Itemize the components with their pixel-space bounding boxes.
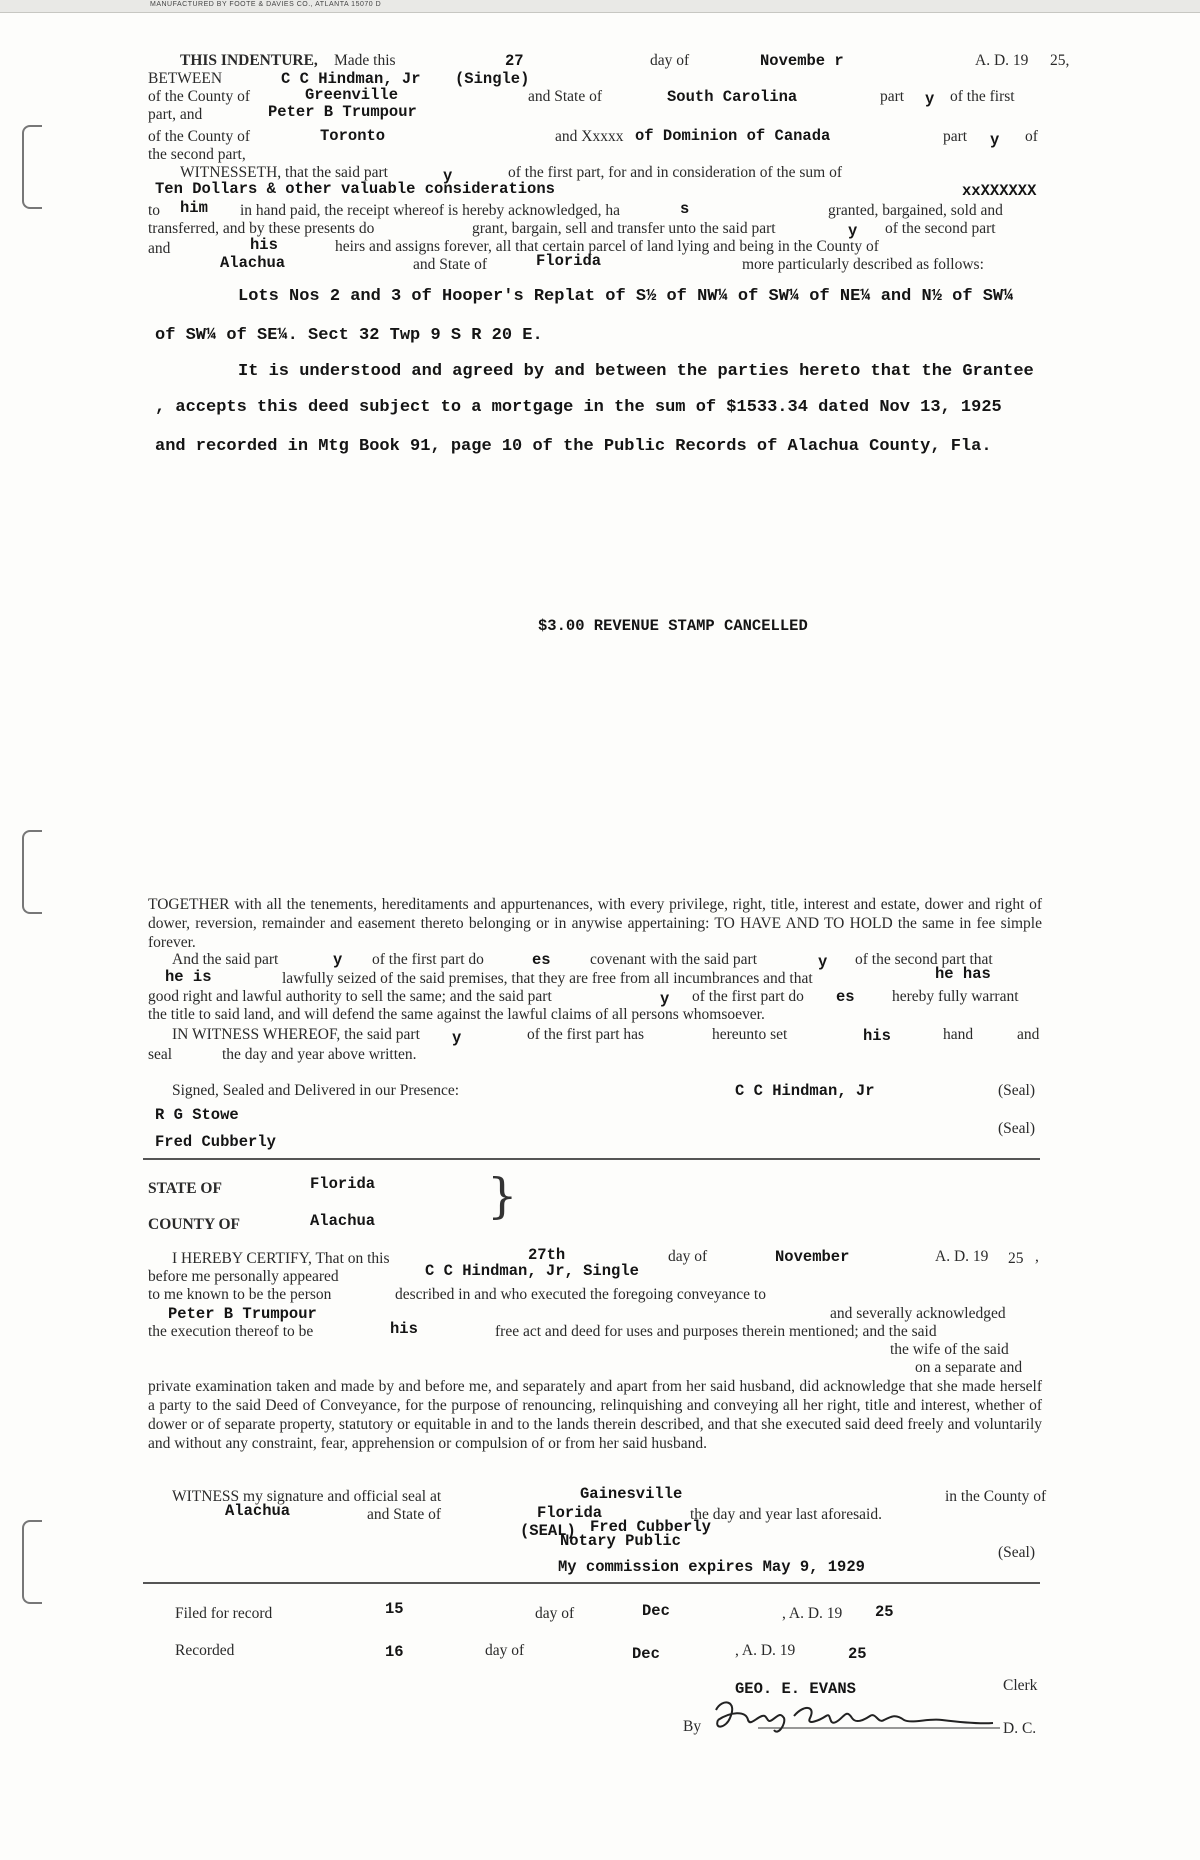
filed-month: Dec xyxy=(642,1602,670,1620)
ack-day-of: day of xyxy=(668,1248,708,1265)
covenant-d: of the second part that xyxy=(855,951,993,968)
of-label: of xyxy=(1025,128,1038,145)
of-county-label: of the County of xyxy=(148,88,251,105)
and-state-struck: and Xxxxx xyxy=(555,128,624,145)
heirs-whose: his xyxy=(250,236,278,254)
party-label-2: part xyxy=(943,128,968,145)
covenant-y2: y xyxy=(818,953,828,971)
covenant-es: es xyxy=(532,951,551,969)
party-label: part xyxy=(880,88,905,105)
seal-rest: the day and year above written. xyxy=(222,1046,417,1063)
state-label: STATE OF xyxy=(148,1180,222,1197)
witness-sig-label: WITNESS my signature and official seal at xyxy=(172,1488,442,1505)
grant-line: grant, bargain, sell and transfer unto the said part xyxy=(472,220,776,237)
covenant-y: y xyxy=(333,951,343,969)
ack-county: Alachua xyxy=(310,1212,376,1230)
title-line: the title to said land, and will defend the same against the lawful claims of all persons whomsoever. xyxy=(148,1006,765,1023)
commission-line: My commission expires May 9, 1929 xyxy=(558,1558,865,1576)
heirs-line: heirs and assigns forever, all that certain parcel of land lying and being in the County of xyxy=(335,238,879,255)
private-exam-clause: private examination taken and made by and before me, and separately and apart from her said husband, did acknowledge that she made herself a party to the said Deed of Conveyance, for the purpose of renouncing, relinquishing and conveying all her right, title and interest, whether of dower or of separate property, statutory or equitable in and to the lands therein described, and that she executed said deed freely and voluntarily and without any constraint, fear, apprehension or compulsion of or from her said husband. xyxy=(148,1378,1042,1452)
filed-ad: , A. D. 19 xyxy=(782,1605,843,1622)
filed-day-of: day of xyxy=(535,1605,575,1622)
recorded-day: 16 xyxy=(385,1643,404,1661)
ad-label: A. D. 19 xyxy=(975,52,1029,69)
granted-line: granted, bargained, sold and xyxy=(828,202,1003,219)
separate-label: on a separate and xyxy=(915,1359,1023,1376)
witness-y: y xyxy=(452,1029,462,1047)
part-and-label: part, and xyxy=(148,106,203,123)
seal-2: (Seal) xyxy=(998,1120,1036,1137)
punch-hole-middle xyxy=(22,830,42,914)
notary-title: Notary Public xyxy=(560,1532,681,1550)
ack-city: Gainesville xyxy=(580,1485,683,1503)
grantee-county: Toronto xyxy=(320,127,386,145)
land-state-label: and State of xyxy=(413,256,488,273)
seal-mark: (SEAL) xyxy=(520,1522,576,1540)
description-line-1: Lots Nos 2 and 3 of Hooper's Replat of S½ of NW¼ of SW¼ of NE¼ and N½ of SW¼ xyxy=(238,287,1014,306)
witnesseth-label: WITNESSETH, that the said part xyxy=(180,164,388,181)
witness-a: IN WITNESS WHEREOF, the said part xyxy=(172,1026,420,1043)
dc-label: D. C. xyxy=(1003,1720,1037,1737)
signed-label: Signed, Sealed and Delivered in our Presence: xyxy=(172,1082,460,1099)
transferred-line: transferred, and by these presents do xyxy=(148,220,375,237)
ack-year: 25 xyxy=(1008,1250,1024,1267)
filed-day: 15 xyxy=(385,1600,404,1618)
second-part-y: y xyxy=(848,222,858,240)
good-y: y xyxy=(660,990,670,1008)
covenant-b: of the first part do xyxy=(372,951,484,968)
grantee-state: of Dominion of Canada xyxy=(635,127,831,145)
witness-1: R G Stowe xyxy=(155,1106,239,1124)
has-s: s xyxy=(680,200,690,218)
ack-grantee: Peter B Trumpour xyxy=(168,1305,317,1323)
ack-comma: , xyxy=(1035,1248,1039,1265)
recorded-ad: , A. D. 19 xyxy=(735,1642,796,1659)
clerk-name: GEO. E. EVANS xyxy=(735,1680,856,1698)
witness-e: and xyxy=(1017,1026,1040,1043)
struck-dollars: xxXXXXXX xyxy=(962,182,1037,200)
described-label: more particularly described as follows: xyxy=(742,256,984,273)
covenant-c: covenant with the said part xyxy=(590,951,758,968)
to-label: to xyxy=(148,202,161,219)
ack-month: November xyxy=(775,1248,850,1266)
description-line-2: of SW¼ of SE¼. Sect 32 Twp 9 S R 20 E. xyxy=(155,326,543,345)
recorded-year: 25 xyxy=(848,1645,867,1663)
seal-3: (Seal) xyxy=(998,1544,1036,1561)
notary-name: Fred Cubberly xyxy=(590,1518,711,1536)
free-act-line: free act and deed for uses and purposes therein mentioned; and the said xyxy=(495,1323,937,1340)
he-has: he has xyxy=(935,965,991,983)
witnesseth-y: y xyxy=(443,167,453,185)
indenture-month: Novembe r xyxy=(760,52,844,70)
good-c: hereby fully warrant xyxy=(892,988,1019,1005)
together-clause: TOGETHER with all the tenements, hereditaments and appurtenances, with every privilege, right, title, interest and estate, dower and right of dower, reversion, remainder and easement thereto belonging or in anywise appertaining: TO HAVE AND TO HOLD the same in fee simple forever. xyxy=(148,896,1042,951)
filed-label: Filed for record xyxy=(175,1605,273,1622)
made-this: Made this xyxy=(334,52,396,69)
grantee-name: Peter B Trumpour xyxy=(268,103,417,121)
seal-1: (Seal) xyxy=(998,1082,1036,1099)
ack-state-2: Florida xyxy=(537,1504,603,1522)
divider-1 xyxy=(143,1158,1040,1160)
ack-and-state: and State of xyxy=(367,1506,442,1523)
good-b: of the first part do xyxy=(692,988,804,1005)
described-in: described in and who executed the foregoing conveyance to xyxy=(395,1286,766,1303)
recorded-month: Dec xyxy=(632,1645,660,1663)
revenue-stamp-note: $3.00 REVENUE STAMP CANCELLED xyxy=(538,617,808,635)
punch-hole-bottom xyxy=(22,1520,42,1604)
grantor-status: (Single) xyxy=(455,70,530,88)
divider-2 xyxy=(143,1582,1040,1584)
land-county: Alachua xyxy=(220,254,286,272)
of-county-label-2: of the County of xyxy=(148,128,251,145)
ack-his: his xyxy=(390,1320,418,1338)
party-y: y xyxy=(925,90,935,108)
known-label: to me known to be the person xyxy=(148,1286,332,1303)
party2-y: y xyxy=(990,131,1000,149)
land-state: Florida xyxy=(536,252,602,270)
grantor-state: South Carolina xyxy=(667,88,798,106)
good-es: es xyxy=(836,988,855,1006)
description-line-4: , accepts this deed subject to a mortgage in the sum of $1533.34 dated Nov 13, 1925 xyxy=(155,398,1002,417)
and-label: and xyxy=(148,240,171,257)
indenture-lead: THIS INDENTURE, xyxy=(180,52,318,69)
and-state-label: and State of xyxy=(528,88,603,105)
ack-ad: A. D. 19 xyxy=(935,1248,989,1265)
description-line-3: It is understood and agreed by and between the parties hereto that the Grantee xyxy=(238,362,1034,381)
printer-header-strip xyxy=(0,0,1200,13)
appeared-label: before me personally appeared xyxy=(148,1268,339,1285)
to-whom: him xyxy=(180,199,208,217)
in-county-label: in the County of xyxy=(945,1488,1047,1505)
grantor-county: Greenville xyxy=(305,86,399,104)
filed-year: 25 xyxy=(875,1603,894,1621)
clerk-label: Clerk xyxy=(1003,1677,1038,1694)
witness-c: hereunto set xyxy=(712,1026,788,1043)
he-is: he is xyxy=(165,968,212,986)
of-second-part: of the second part xyxy=(885,220,996,237)
signer-name: C C Hindman, Jr xyxy=(735,1082,875,1100)
wife-label: the wife of the said xyxy=(890,1341,1009,1358)
recorded-label: Recorded xyxy=(175,1642,235,1659)
paid-line: in hand paid, the receipt whereof is hereby acknowledged, ha xyxy=(240,202,621,219)
consideration: Ten Dollars & other valuable considerations xyxy=(155,180,555,198)
witnesseth-rest: of the first part, for and in consideration of the sum of xyxy=(508,164,843,181)
second-part-label: the second part, xyxy=(148,146,246,163)
punch-hole-top xyxy=(22,125,42,209)
covenant-a: And the said part xyxy=(172,951,279,968)
day-of-label: day of xyxy=(650,52,690,69)
grantor-name: C C Hindman, Jr xyxy=(281,70,421,88)
indenture-day: 27 xyxy=(505,52,524,70)
witness-d: hand xyxy=(943,1026,974,1043)
witness-his: his xyxy=(863,1027,891,1045)
witness-b: of the first part has xyxy=(527,1026,645,1043)
appeared-name: C C Hindman, Jr, Single xyxy=(425,1262,639,1280)
of-first-label: of the first xyxy=(950,88,1015,105)
seized-line: lawfully seized of the said premises, that they are free from all incumbrances and that xyxy=(282,970,813,987)
last-aforesaid: the day and year last aforesaid. xyxy=(690,1506,882,1523)
indenture-year: 25, xyxy=(1050,52,1070,69)
description-line-5: and recorded in Mtg Book 91, page 10 of the Public Records of Alachua County, Fla. xyxy=(155,437,992,456)
between-label: BETWEEN xyxy=(148,70,223,87)
ack-county-2: Alachua xyxy=(225,1502,291,1520)
printer-line: MANUFACTURED BY FOOTE & DAVIES CO., ATLANTA 15070 D xyxy=(150,1,382,8)
recorded-day-of: day of xyxy=(485,1642,525,1659)
good-right-line: good right and lawful authority to sell the same; and the said part xyxy=(148,988,552,1005)
execution-label: the execution thereof to be xyxy=(148,1323,314,1340)
seal-word: seal xyxy=(148,1046,173,1063)
by-label: By xyxy=(683,1718,702,1735)
deputy-signature xyxy=(708,1690,1003,1740)
county-label: COUNTY OF xyxy=(148,1216,240,1233)
ack-day: 27th xyxy=(528,1246,566,1264)
venue-brace: } xyxy=(487,1168,518,1224)
witness-2: Fred Cubberly xyxy=(155,1133,276,1151)
certify-label: I HEREBY CERTIFY, That on this xyxy=(172,1250,390,1267)
severally-label: and severally acknowledged xyxy=(830,1305,1006,1322)
ack-state: Florida xyxy=(310,1175,376,1193)
